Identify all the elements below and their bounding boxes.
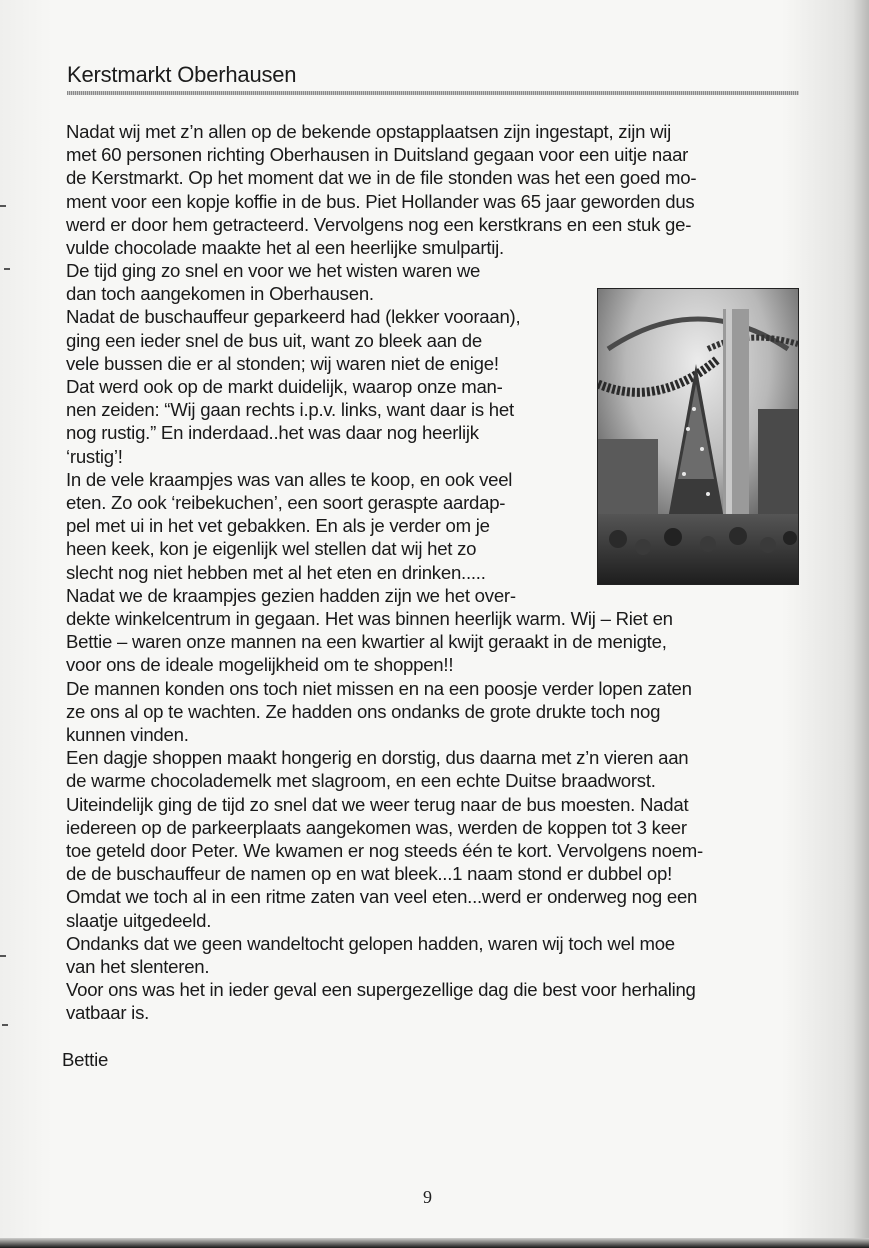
text-line: Ondanks dat we geen wandeltocht gelopen hadden, waren wij toch wel moe bbox=[66, 932, 675, 954]
text-line: ze ons al op te wachten. Ze hadden ons ondanks de grote drukte toch nog bbox=[66, 700, 661, 722]
page-edge-shadow bbox=[853, 0, 869, 1248]
scan-mark bbox=[0, 205, 6, 207]
article-title: Kerstmarkt Oberhausen bbox=[67, 62, 297, 87]
text-line: Dat werd ook op de markt duidelijk, waarop onze man- bbox=[66, 376, 503, 398]
christmas-market-photo bbox=[597, 288, 799, 585]
text-line: pel met ui in het vet gebakken. En als je verder om je bbox=[66, 515, 490, 537]
text-line: slaatje uitgedeeld. bbox=[66, 909, 212, 931]
text-line: Voor ons was het in ieder geval een supergezellige dag die best voor herhaling bbox=[66, 979, 696, 1001]
text-line: de de buschauffeur de namen op en wat bleek...1 naam stond er dubbel op! bbox=[66, 863, 673, 885]
text-line: iedereen op de parkeerplaats aangekomen was, werden de koppen tot 3 keer bbox=[66, 816, 687, 838]
text-line: De mannen konden ons toch niet missen en na een poosje verder lopen zaten bbox=[66, 677, 692, 699]
text-line: In de vele kraampjes was van alles te koop, en ook veel bbox=[66, 468, 513, 490]
author-signature: Bettie bbox=[62, 1049, 109, 1070]
page-bottom-edge bbox=[0, 1238, 869, 1248]
text-line: Omdat we toch al in een ritme zaten van veel eten...werd er onderweg nog een bbox=[66, 886, 698, 908]
text-line: heen keek, kon je eigenlijk wel stellen dat wij het zo bbox=[66, 538, 477, 560]
text-line: de Kerstmarkt. Op het moment dat we in de file stonden was het een goed mo- bbox=[66, 167, 697, 189]
intro-paragraph bbox=[66, 120, 806, 259]
text-line: vatbaar is. bbox=[66, 1002, 150, 1024]
scan-mark bbox=[2, 1024, 8, 1026]
text-line: met 60 personen richting Oberhausen in Duitsland gegaan voor een uitje naar bbox=[66, 144, 689, 166]
text-line: de warme chocolademelk met slagroom, en een echte Duitse braadworst. bbox=[66, 770, 656, 792]
text-line: vele bussen die er al stonden; wij waren niet de enige! bbox=[66, 352, 499, 374]
text-line: nog rustig.” En inderdaad..het was daar nog heerlijk bbox=[66, 422, 479, 444]
text-line: Bettie – waren onze mannen na een kwartier al kwijt geraakt in de menigte, bbox=[66, 631, 667, 653]
text-line: nen zeiden: “Wij gaan rechts i.p.v. links, want daar is het bbox=[66, 399, 514, 421]
text-line: werd er door hem getracteerd. Vervolgens nog een kerstkrans en een stuk ge- bbox=[66, 213, 692, 235]
text-line: voor ons de ideale mogelijkheid om te shoppen!! bbox=[66, 654, 454, 676]
wrapped-paragraph bbox=[66, 259, 591, 607]
text-line: slecht nog niet hebben met al het eten en drinken..... bbox=[66, 561, 486, 583]
text-line: ‘rustig’! bbox=[66, 445, 123, 467]
text-line: De tijd ging zo snel en voor we het wisten waren we bbox=[66, 260, 481, 281]
scan-mark bbox=[4, 268, 10, 270]
text-line: kunnen vinden. bbox=[66, 724, 189, 746]
body-paragraph bbox=[66, 607, 806, 1025]
text-line: dan toch aangekomen in Oberhausen. bbox=[66, 283, 374, 305]
text-line: toe geteld door Peter. We kwamen er nog steeds één te kort. Vervolgens noem- bbox=[66, 840, 703, 862]
text-line: Nadat we de kraampjes gezien hadden zijn we het over- bbox=[66, 584, 516, 606]
scan-mark bbox=[0, 955, 6, 957]
text-line: Nadat de buschauffeur geparkeerd had (lekker vooraan), bbox=[66, 306, 521, 328]
photo-illustration bbox=[598, 289, 798, 584]
text-line: ging een ieder snel de bus uit, want zo bleek aan de bbox=[66, 329, 482, 351]
title-underline bbox=[67, 91, 799, 95]
text-line: Uiteindelijk ging de tijd zo snel dat we weer terug naar de bus moesten. Nadat bbox=[66, 793, 689, 815]
text-line: vulde chocolade maakte het al een heerlijke smulpartij. bbox=[66, 237, 504, 259]
text-line: ment voor een kopje koffie in de bus. Piet Hollander was 65 jaar geworden dus bbox=[66, 190, 695, 212]
text-line: Nadat wij met z’n allen op de bekende opstapplaatsen zijn ingestapt, zijn wij bbox=[66, 121, 672, 142]
text-line: dekte winkelcentrum in gegaan. Het was binnen heerlijk warm. Wij – Riet en bbox=[66, 608, 673, 629]
page-number: 9 bbox=[423, 1187, 432, 1207]
text-line: eten. Zo ook ‘reibekuchen’, een soort geraspte aardap- bbox=[66, 492, 506, 514]
text-line: Een dagje shoppen maakt hongerig en dorstig, dus daarna met z’n vieren aan bbox=[66, 747, 689, 769]
text-line: van het slenteren. bbox=[66, 956, 210, 978]
